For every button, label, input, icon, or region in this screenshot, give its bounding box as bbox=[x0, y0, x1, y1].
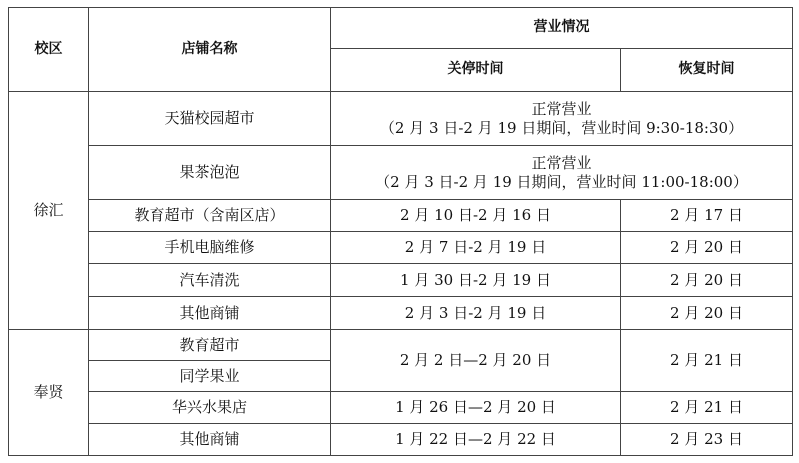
table-row bbox=[9, 392, 793, 424]
header-store-name: 店铺名称 bbox=[89, 8, 331, 92]
table-row bbox=[9, 424, 793, 456]
campus-cell: 徐汇 bbox=[9, 92, 89, 330]
note-text: （2 月 3 日-2 月 19 日期间，营业时间 11:00-18:00） bbox=[375, 172, 748, 191]
store-name-cell: 汽车清洗 bbox=[89, 264, 331, 297]
table-row bbox=[9, 146, 793, 200]
store-name-cell: 其他商铺 bbox=[89, 297, 331, 330]
closed-time-cell: 2 月 7 日-2 月 19 日 bbox=[331, 232, 621, 264]
table-row bbox=[9, 232, 793, 264]
closed-time-cell: 1 月 30 日-2 月 19 日 bbox=[331, 264, 621, 297]
store-name-cell: 教育超市 bbox=[89, 330, 331, 361]
header-operation: 营业情况 bbox=[331, 8, 793, 49]
header-campus: 校区 bbox=[9, 8, 89, 92]
table-row bbox=[9, 264, 793, 297]
resume-time-cell: 2 月 20 日 bbox=[621, 264, 793, 297]
resume-time-cell: 2 月 20 日 bbox=[621, 297, 793, 330]
resume-time-cell: 2 月 21 日 bbox=[621, 392, 793, 424]
closed-time-cell: 2 月 2 日—2 月 20 日 bbox=[331, 330, 621, 392]
closed-time-cell: 1 月 22 日—2 月 22 日 bbox=[331, 424, 621, 456]
closed-time-cell: 2 月 3 日-2 月 19 日 bbox=[331, 297, 621, 330]
operation-note-cell bbox=[331, 146, 793, 200]
store-name-cell: 天猫校园超市 bbox=[89, 92, 331, 146]
header-row bbox=[9, 8, 793, 49]
closed-time-cell: 2 月 10 日-2 月 16 日 bbox=[331, 200, 621, 232]
store-name-cell: 教育超市（含南区店） bbox=[89, 200, 331, 232]
table-row bbox=[9, 200, 793, 232]
closed-time-cell: 1 月 26 日—2 月 20 日 bbox=[331, 392, 621, 424]
store-name-cell: 果茶泡泡 bbox=[89, 146, 331, 200]
resume-time-cell: 2 月 20 日 bbox=[621, 232, 793, 264]
resume-time-cell: 2 月 21 日 bbox=[621, 330, 793, 392]
store-schedule-table bbox=[8, 7, 793, 456]
header-resume-time: 恢复时间 bbox=[621, 49, 793, 92]
store-name-cell: 同学果业 bbox=[89, 361, 331, 392]
table-row bbox=[9, 297, 793, 330]
store-name-cell: 其他商铺 bbox=[89, 424, 331, 456]
status-text: 正常营业 bbox=[531, 153, 592, 172]
store-name-cell: 手机电脑维修 bbox=[89, 232, 331, 264]
note-text: （2 月 3 日-2 月 19 日期间，营业时间 9:30-18:30） bbox=[379, 118, 744, 137]
table-row bbox=[9, 330, 793, 361]
resume-time-cell: 2 月 23 日 bbox=[621, 424, 793, 456]
campus-cell: 奉贤 bbox=[9, 330, 89, 456]
status-text: 正常营业 bbox=[531, 99, 592, 118]
operation-note-cell bbox=[331, 92, 793, 146]
header-closed-time: 关停时间 bbox=[331, 49, 621, 92]
store-name-cell: 华兴水果店 bbox=[89, 392, 331, 424]
table-row bbox=[9, 92, 793, 146]
resume-time-cell: 2 月 17 日 bbox=[621, 200, 793, 232]
